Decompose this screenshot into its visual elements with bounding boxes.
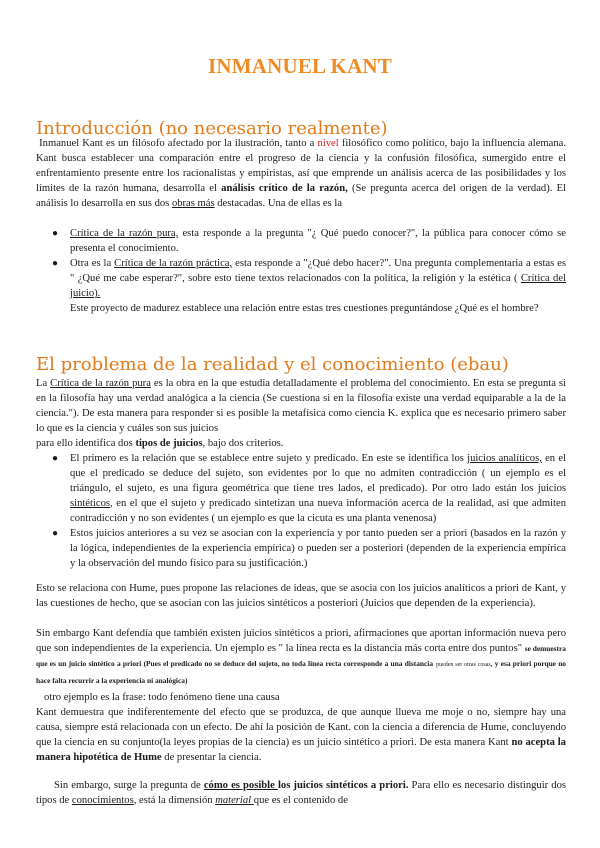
list-item: ● Estos juicios anteriores a su vez se asocian con la experiencia y por tanto pueden ser a priori (basados en la razón y la lógica, independientes de la experiencia empírica) o pueden ser a posteriori (dependen de la experiencia empírica y la observación del mundo físico para su justificación.): [52, 528, 566, 569]
hume-paragraph: Esto se relaciona con Hume, pues propone las relaciones de ideas, que se asocia con los juicios analíticos a priori de Kant, y las cuestiones de hecho, que se asocian con las juicios sintéticos a posteriori (Juicios que dependen de la experiencia).: [36, 583, 566, 609]
problem-bullet-list: [52, 451, 566, 571]
closing-paragraph: Sin embargo, surge la pregunta de cómo es posible los juicios sintéticos a priori. Para ello es necesario distinguir dos tipos de conocimientos, está la dimensión material que es el contenido de: [36, 780, 567, 806]
problem-paragraph-1: La Crítica de la razón pura es la obra en la que estudia detalladamente el problema del conocimiento. En esta se pregunta si en la filosofía hay una verdad analógica a la ciencia (Se cuestiona si en la filosofía existe una verdad equiparable a la de la ciencia."). De esta manera para responder si es posible la metafísica como ciencia K. explica que es necesario primero saber lo que es la ciencia y cuáles son sus juicios para ello identifica dos tipos de juicios, bajo dos criterios.: [36, 378, 566, 449]
document-title: INMANUEL KANT: [207, 54, 393, 78]
section-heading-intro: Introducción (no necesario realmente): [36, 118, 388, 139]
intro-bullet-list: [52, 226, 566, 316]
list-item: ● Crítica de la razón pura, esta responde a la pregunta "¿ Qué puedo conocer?", la pública para conocer cómo se presenta el conocimiento.: [52, 228, 566, 254]
intro-paragraph: Inmanuel Kant es un filósofo afectado por la ilustración, tanto a nivel filosófico como político, bajo la influencia alemana. Kant busca establecer una comparación entre el progreso de la ciencia y la confusión filosófica, sumergido entre el enfrentamiento presente entre los racionalistas y empiristas, así que emprende un análisis acerca de las posibilidades y los límites de la razón humana, desarrolla el análisis crítico de la razón, (Se pregunta acerca del origen de la verdad). El análisis lo desarrolla en sus dos obras más destacadas. Una de ellas es la: [36, 138, 567, 209]
synthetic-apriori-paragraph: Sin embargo Kant defendía que también existen juicios sintéticos a priori, afirmaciones que aportan información nueva pero que son independientes de la experiencia. Un ejemplo es " la línea recta es la distancia más corta entre dos puntos" se demuestra que es un juicio sintético a priori (Pues el predicado no se deduce del sujeto, no toda línea recta corresponde a una distancia pueden ser otras cosas, y esa priori porque no hace falta recurrir a la experiencia ni analógica): [36, 628, 566, 685]
list-item: ● El primero es la relación que se establece entre sujeto y predicado. En este se identifica los juicios analíticos, en el que el predicado se deduce del sujeto, son evidentes por lo que no admiten contradicción ( un ejemplo es el triángulo, el sujeto, es una figura geométrica que tiene tres lados, el predicado). Por otro lado están los juicios sintéticos, en el que el sujeto y predicado sintetizan una nueva información acerca de la realidad, así que admiten contradicción y no son evidentes ( un ejemplo es que la cicuta es una planta venenosa): [52, 453, 566, 524]
example-line: otro ejemplo es la frase: todo fenómeno tiene una causa: [44, 692, 280, 703]
kant-demonstration-paragraph: Kant demuestra que indiferentemente del efecto que se produzca, de que aunque llueva me moje o no, siempre hay una causa, siempre está relacionada con un efecto. De ahí la posición de Kant. con la ciencia a diferencia de Hume, concluyendo que la ciencia en su conjunto(la leyes propias de la ciencia) es un juicio sintético a priori. De esta manera Kant no acepta la manera hipotética de Hume de presentar la ciencia.: [36, 707, 566, 763]
section-heading-problem: El problema de la realidad y el conocimiento (ebau): [36, 354, 509, 375]
list-item: ● Otra es la Crítica de la razón práctica, esta responde a "¿Qué debo hacer?". Una pregunta complementaria a estas es " ¿Qué me cabe esperar?", sobre esto tiene textos relacionados con la política, la religión y la estética ( Crítica del juicio). Este proyecto de madurez establece una relación entre estas tres cuestiones preguntándose ¿Qué es el hombre?: [52, 258, 567, 314]
